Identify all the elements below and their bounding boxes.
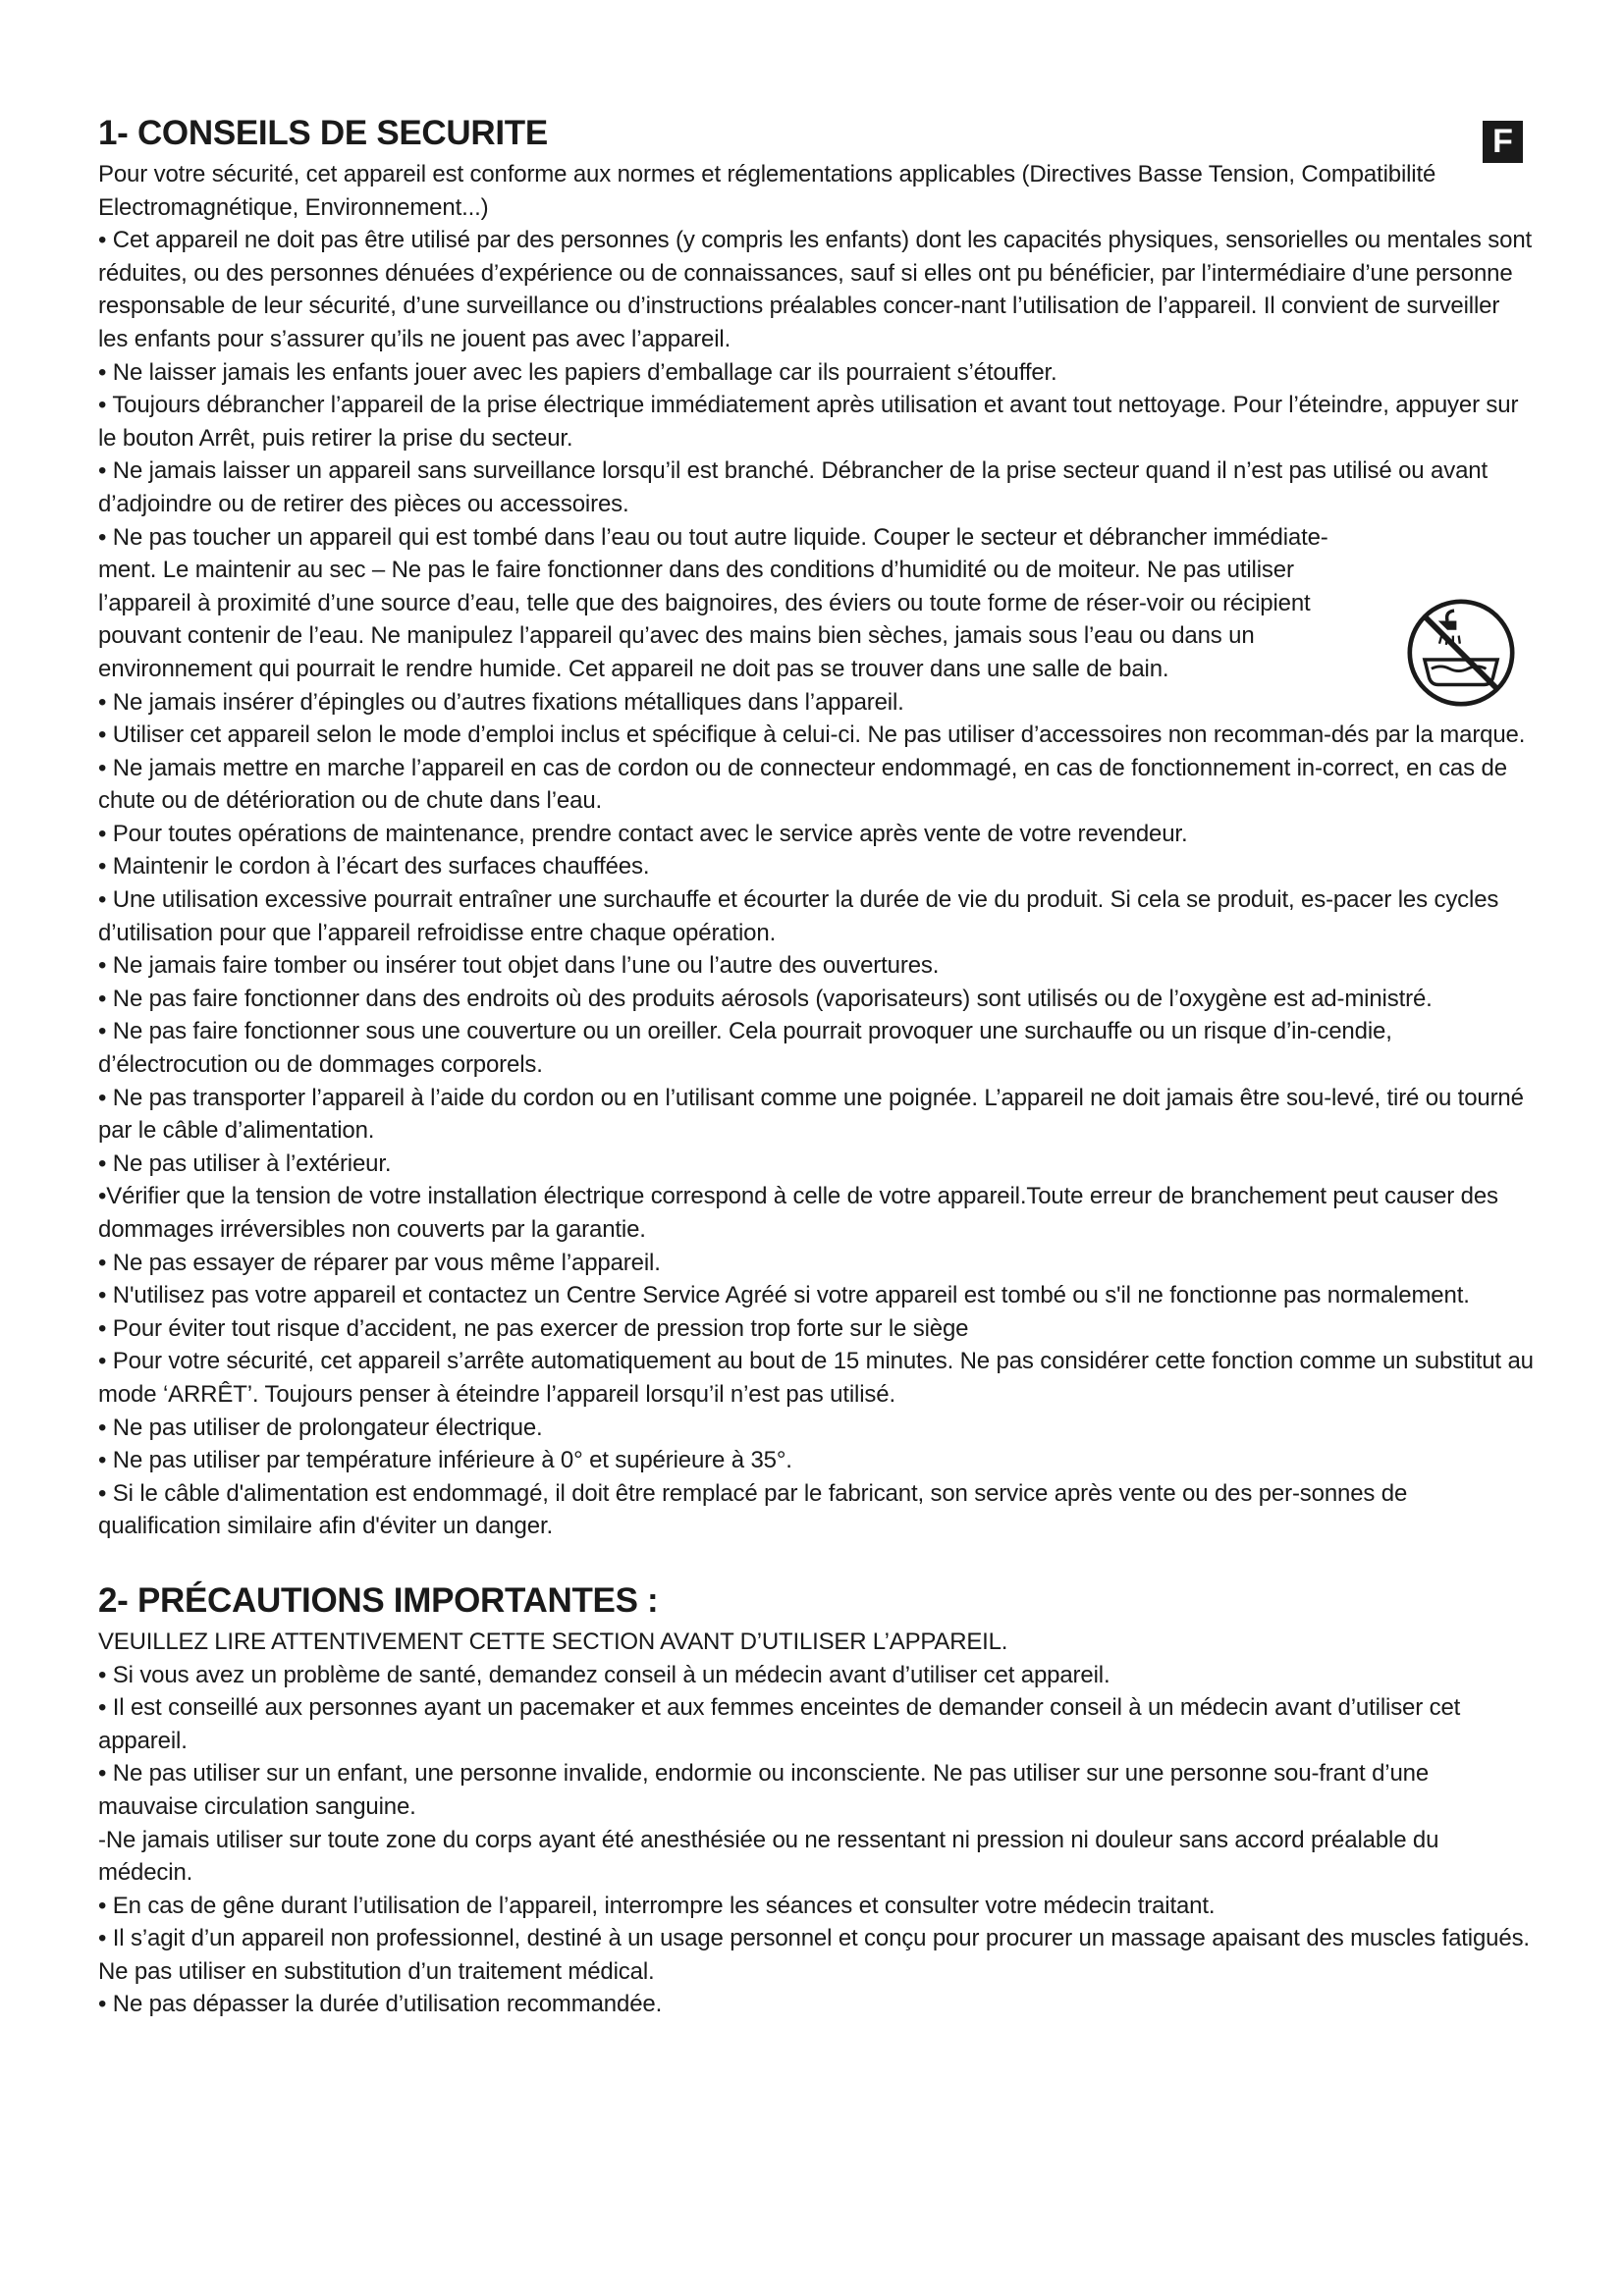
safety-item: • Ne pas utiliser de prolongateur électrique. [98,1414,543,1441]
section-1-title: 1- CONSEILS DE SECURITE [98,114,548,152]
safety-item: • Ne pas utiliser par température inférieure à 0° et supérieure à 35°. [98,1447,792,1474]
safety-item: • Une utilisation excessive pourrait entraîner une surchauffe et écourter la durée de vie du produit. Si cela se produit, es-pacer les cycles d’utilisation pour que l’appareil refroidisse entre chaque opération. [98,886,1499,946]
safety-item: • Pour toutes opérations de maintenance, prendre contact avec le service après vente de votre revendeur. [98,820,1188,847]
safety-item: • Pour votre sécurité, cet appareil s’arrête automatiquement au bout de 15 minutes. Ne pas considérer cette fonction comme un substitut au mode ‘ARRÊT’. Toujours penser à éteindre l’appareil lorsqu’il n’est pas utilisé. [98,1348,1534,1408]
safety-item: • Ne pas essayer de réparer par vous même l’appareil. [98,1249,661,1276]
safety-item: • Ne jamais laisser un appareil sans surveillance lorsqu’il est branché. Débrancher de la prise secteur quand il n’est pas utilisé ou avant d’adjoindre ou de retirer des pièces ou accessoires. [98,457,1488,517]
precaution-item: -Ne jamais utiliser sur toute zone du corps ayant été anesthésiée ou ne ressentant ni pression ni douleur sans accord préalable du médecin. [98,1826,1439,1887]
safety-item: • Ne laisser jamais les enfants jouer avec les papiers d’emballage car ils pourraient s’étouffer. [98,358,1057,386]
no-water-bath-icon [1404,596,1518,710]
water-warning-block [98,521,1534,686]
safety-item: • Cet appareil ne doit pas être utilisé par des personnes (y compris les enfants) dont les capacités physiques, sensorielles ou mentales sont réduites, ou des personnes dénuées d’expérience ou de connaissances, sauf si elles ont pu bénéficier, par l’intermédiaire d’une personne responsable de leur sécurité, d’une surveillance ou d’instructions préalables concer-nant l’utilisation de l’appareil. Il convient de surveiller les enfants pour s’assurer qu’ils ne jouent pas avec l’appareil. [98,227,1533,352]
safety-item: • Maintenir le cordon à l’écart des surfaces chauffées. [98,853,650,881]
precaution-item: • Il est conseillé aux personnes ayant un pacemaker et aux femmes enceintes de demander conseil à un médecin avant d’utiliser cet appareil. [98,1694,1461,1754]
language-badge: F [1483,121,1523,163]
safety-item: • Ne pas utiliser à l’extérieur. [98,1149,392,1177]
precaution-item: • Il s’agit d’un appareil non professionnel, destiné à un usage personnel et conçu pour procurer un massage apaisant des muscles fatigués. Ne pas utiliser en substitution d’un traitement médical. [98,1925,1530,1985]
precaution-item: • Ne pas utiliser sur un enfant, une personne invalide, endormie ou inconsciente. Ne pas utiliser sur une personne sou-frant d’une mauvaise circulation sanguine. [98,1760,1430,1820]
safety-item: • Toujours débrancher l’appareil de la prise électrique immédiatement après utilisation et avant tout nettoyage. Pour l’éteindre, appuyer sur le bouton Arrêt, puis retirer la prise du secteur. [98,392,1519,452]
section-2-title: 2- PRÉCAUTIONS IMPORTANTES : [98,1580,659,1620]
safety-item: • Ne pas faire fonctionner sous une couverture ou un oreiller. Cela pourrait provoquer une surchauffe ou un risque d’in-cendie, d’électrocution ou de dommages corporels. [98,1018,1392,1079]
safety-item: • Ne pas faire fonctionner dans des endroits où des produits aérosols (vaporisateurs) sont utilisés ou de l’oxygène est ad-ministré. [98,985,1433,1012]
safety-item: •Vérifier que la tension de votre installation électrique correspond à celle de votre appareil.Toute erreur de branchement peut causer des dommages irréversibles non couverts par la garantie. [98,1183,1498,1243]
document-page [98,113,1534,2021]
safety-item: • Ne pas toucher un appareil qui est tombé dans l’eau ou tout autre liquide. Couper le secteur et débrancher immédiate-ment. Le maintenir au sec – Ne pas le faire fonctionner dans des conditions d’humidité ou de moiteur. Ne pas utiliser l’appareil à proximité d’une source d’eau, telle que des baignoires, des éviers ou toute forme de réser-voir ou récipient pouvant contenir de l’eau. Ne manipulez l’appareil qu’avec des mains bien sèches, jamais sous l’eau ou dans un environnement qui pourrait le rendre humide. Cet appareil ne doit pas se trouver dans une salle de bain. [98,523,1328,682]
safety-item: • Ne jamais insérer d’épingles ou d’autres fixations métalliques dans l’appareil. [98,688,904,716]
safety-item: • Si le câble d'alimentation est endommagé, il doit être remplacé par le fabricant, son service après vente ou des per-sonnes de qualification similaire afin d'éviter un danger. [98,1479,1408,1540]
precaution-item: • Si vous avez un problème de santé, demandez conseil à un médecin avant d’utiliser cet appareil. [98,1661,1110,1688]
precaution-item: • En cas de gêne durant l’utilisation de l’appareil, interrompre les séances et consulter votre médecin traitant. [98,1892,1216,1919]
safety-item: • Ne jamais mettre en marche l’appareil en cas de cordon ou de connecteur endommagé, en cas de fonctionnement in-correct, en cas de chute ou de détérioration ou de chute dans l’eau. [98,754,1507,815]
safety-item: • Ne pas transporter l’appareil à l’aide du cordon ou en l’utilisant comme une poignée. L’appareil ne doit jamais être sou-levé, tiré ou tourné par le câble d’alimentation. [98,1084,1524,1145]
precaution-item: • Ne pas dépasser la durée d’utilisation recommandée. [98,1991,663,2018]
safety-item: • N'utilisez pas votre appareil et contactez un Centre Service Agréé si votre appareil est tombé ou s'il ne fonctionne pas normalement. [98,1282,1470,1309]
safety-item: • Ne jamais faire tomber ou insérer tout objet dans l’une ou l’autre des ouvertures. [98,952,940,980]
safety-item: • Pour éviter tout risque d’accident, ne pas exercer de pression trop forte sur le siège [98,1314,969,1342]
safety-item: • Utiliser cet appareil selon le mode d’emploi inclus et spécifique à celui-ci. Ne pas utiliser d’accessoires non recomman-dés par la marque. [98,721,1526,749]
section-1-intro: Pour votre sécurité, cet appareil est conforme aux normes et réglementations applicables (Directives Basse Tension, Compatibilité Electromagnétique, Environnement...) [98,161,1436,221]
section-2-subtitle: VEUILLEZ LIRE ATTENTIVEMENT CETTE SECTION AVANT D’UTILISER L’APPAREIL. [98,1628,1008,1655]
